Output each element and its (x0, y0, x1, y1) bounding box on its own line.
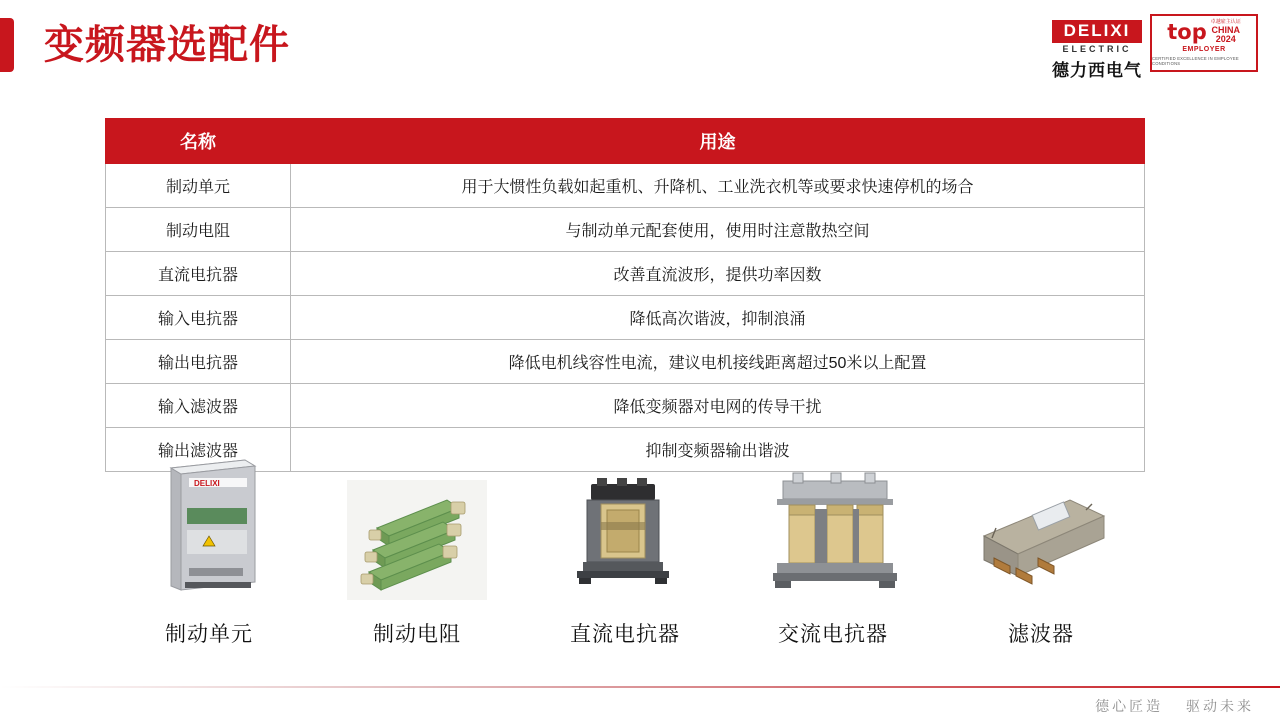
cell-use: 降低电机线容性电流，建议电机接线距离超过50米以上配置 (291, 340, 1145, 384)
delixi-logo-en: DELIXI (1052, 20, 1142, 43)
cell-use: 抑制变频器输出谐波 (291, 428, 1145, 472)
gallery-item-filter (937, 450, 1145, 648)
table-head (106, 119, 1145, 164)
footer-slogan-left: 德心匠造 (1095, 698, 1164, 714)
gallery-item-braking-unit (105, 450, 313, 648)
cell-name: 制动电阻 (106, 208, 291, 252)
product-gallery (105, 450, 1145, 648)
top-employer-label: EMPLOYER (1182, 45, 1226, 53)
braking-unit-photo (105, 450, 313, 600)
braking-unit-icon (149, 450, 269, 600)
footer-divider (0, 686, 1280, 688)
gallery-label: 滤波器 (1008, 623, 1074, 646)
dc-reactor-icon (565, 470, 685, 600)
title-accent-bar (0, 18, 14, 72)
delixi-logo-en-sub: ELECTRIC (1062, 43, 1132, 54)
cell-name: 输出滤波器 (106, 428, 291, 472)
cell-use: 与制动单元配套使用，使用时注意散热空间 (291, 208, 1145, 252)
gallery-item-dc-reactor (521, 450, 729, 648)
gallery-label: 交流电抗器 (778, 623, 888, 646)
ac-reactor-icon (753, 465, 913, 600)
footer-slogan (1079, 696, 1254, 716)
svg-text:DELIXI: DELIXI (194, 479, 220, 488)
gallery-label: 制动单元 (165, 623, 253, 646)
table-row (106, 252, 1145, 296)
gallery-label: 制动电阻 (373, 623, 461, 646)
filter-photo (937, 450, 1145, 600)
cell-name: 输入滤波器 (106, 384, 291, 428)
gallery-item-ac-reactor (729, 450, 937, 648)
top-employer-badge-main (1167, 20, 1241, 44)
braking-resistor-photo (313, 450, 521, 600)
table-row (106, 340, 1145, 384)
delixi-logo (1052, 14, 1142, 81)
top-employer-certification: CERTIFIED EXCELLENCE IN EMPLOYEE CONDITIONS (1152, 55, 1239, 66)
top-employer-country: CHINA (1211, 24, 1240, 35)
top-employer-word: top (1167, 20, 1207, 45)
dc-reactor-photo (521, 450, 729, 600)
accessories-table (105, 118, 1145, 472)
cell-use: 降低高次谐波，抑制浪涌 (291, 296, 1145, 340)
cell-use: 降低变频器对电网的传导干扰 (291, 384, 1145, 428)
filter-icon (966, 480, 1116, 600)
delixi-logo-cn: 德力西电气 (1052, 60, 1142, 80)
cell-name: 制动单元 (106, 164, 291, 208)
top-employer-badge (1150, 14, 1258, 72)
table-header-use: 用途 (291, 119, 1145, 164)
gallery-label: 直流电抗器 (570, 623, 680, 646)
cell-use: 改善直流波形，提供功率因数 (291, 252, 1145, 296)
footer-slogan-right: 驱动未来 (1186, 698, 1254, 714)
gallery-item-braking-resistor (313, 450, 521, 648)
table-row (106, 296, 1145, 340)
page-title: 变频器选配件 (44, 23, 290, 67)
cell-name: 输出电抗器 (106, 340, 291, 384)
table-row (106, 384, 1145, 428)
slide-header (0, 18, 290, 72)
table-body (106, 164, 1145, 472)
cell-name: 直流电抗器 (106, 252, 291, 296)
table-row (106, 164, 1145, 208)
top-employer-cn-note: 卓越雇主认证 (1210, 19, 1241, 26)
cell-use: 用于大惯性负载如起重机、升降机、工业洗衣机等或要求快速停机的场合 (291, 164, 1145, 208)
table-header-row (106, 119, 1145, 164)
logo-area (1052, 14, 1258, 81)
cell-name: 输入电抗器 (106, 296, 291, 340)
braking-resistor-icon (347, 480, 487, 600)
ac-reactor-photo (729, 450, 937, 600)
accessories-table-container (105, 118, 1145, 472)
table-row (106, 208, 1145, 252)
top-employer-meta (1211, 20, 1241, 44)
top-employer-year: 2024 (1215, 34, 1236, 45)
table-header-name: 名称 (106, 119, 291, 164)
